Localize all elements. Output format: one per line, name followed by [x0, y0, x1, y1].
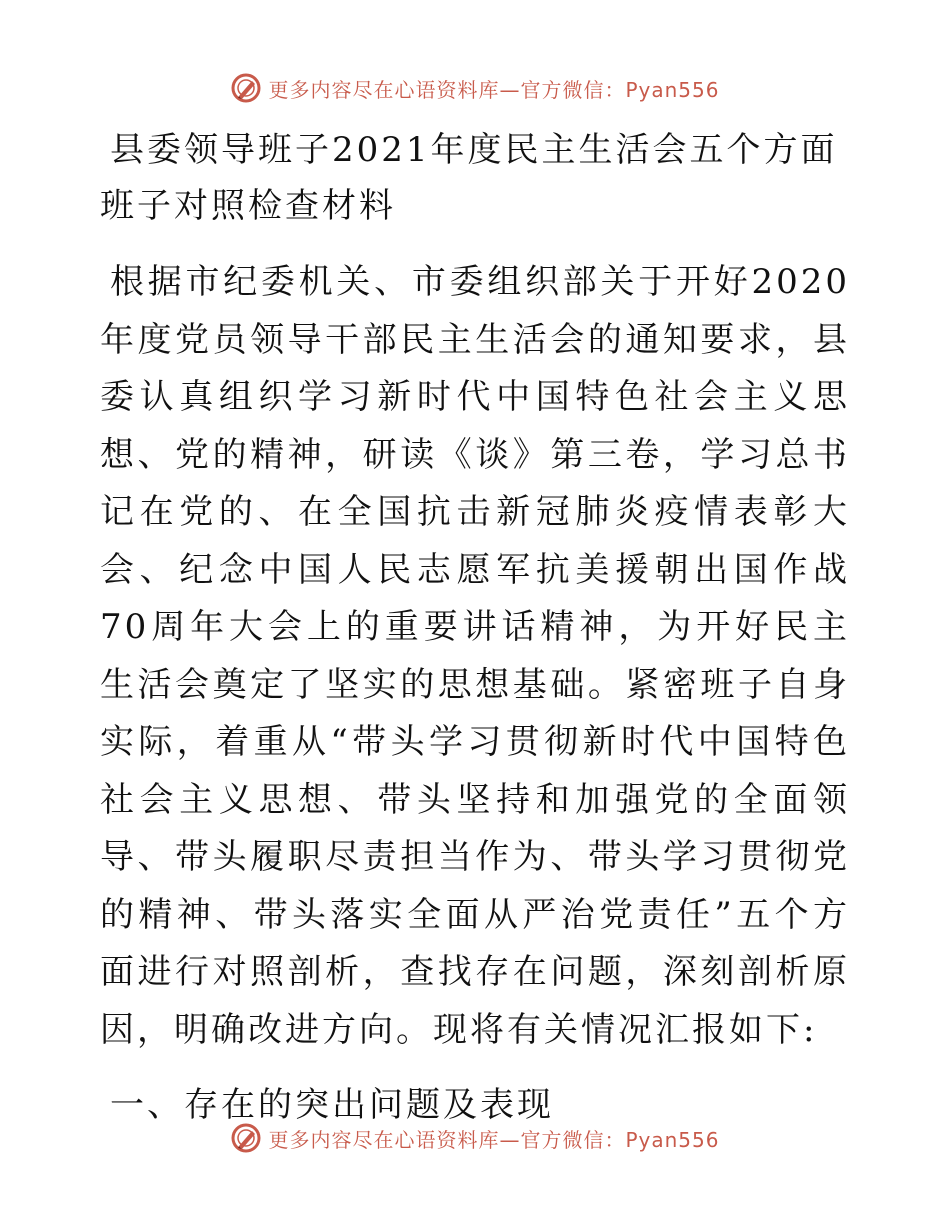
watermark-footer [0, 1122, 950, 1154]
watermark-header [0, 72, 950, 104]
pen-logo-icon [230, 72, 262, 104]
document-body [100, 122, 850, 1133]
pen-logo-icon [230, 1122, 262, 1154]
document-title: 县委领导班子2021年度民主生活会五个方面班子对照检查材料 [100, 130, 838, 226]
section-heading: 一、存在的突出问题及表现 [110, 1085, 554, 1125]
watermark-text: 更多内容尽在心语资料库—官方微信：Pyan556 [268, 77, 720, 102]
intro-paragraph: 根据市纪委机关、市委组织部关于开好2020年度党员领导干部民主生活会的通知要求，县委认真组织学习新时代中国特色社会主义思想、党的精神，研读《谈》第三卷，学习总书记在党的、在全国抗击新冠肺炎疫情表彰大会、纪念中国人民志愿军抗美援朝出国作战70周年大会上的重要讲话精神，为开好民主生活会奠定了坚实的思想基础。紧密班子自身实际，着重从“带头学习贯彻新时代中国特色社会主义思想、带头坚持和加强党的全面领导、带头履职尽责担当作为、带头学习贯彻党的精神、带头落实全面从严治党责任”五个方面进行对照剖析，查找存在问题，深刻剖析原因，明确改进方向。现将有关情况汇报如下: [100, 262, 850, 1050]
watermark-text: 更多内容尽在心语资料库—官方微信：Pyan556 [268, 1127, 720, 1152]
